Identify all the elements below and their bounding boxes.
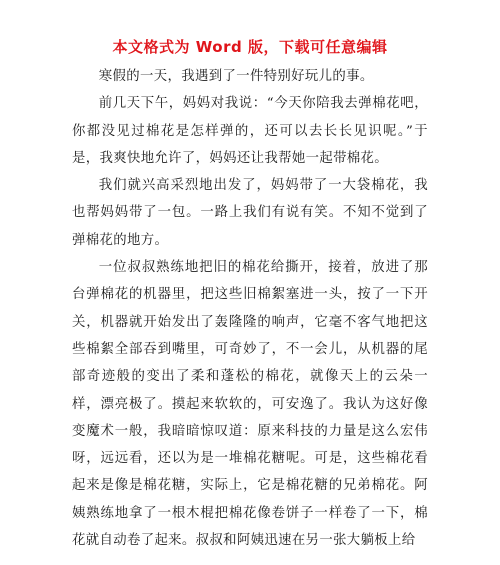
document-title: 本文格式为 Word 版，下载可任意编辑 bbox=[112, 38, 388, 56]
paragraph: 我们就兴高采烈地出发了，妈妈带了一大袋棉花，我也帮妈妈带了一包。一路上我们有说有笑。不知不觉到了弹棉花的地方。 bbox=[72, 178, 428, 248]
document-body bbox=[72, 63, 428, 554]
paragraph: 一位叔叔熟练地把旧的棉花给撕开，接着，放进了那台弹棉花的机器里，把这些旧棉絮塞进一头，按了一下开关，机器就开始发出了轰隆隆的响声，它毫不客气地把这些棉絮全部吞到嘴里，可奇妙了，不一会儿，从机器的尾部奇迹般的变出了柔和蓬松的棉花，就像天上的云朵一样，漂亮极了。摸起来软软的，可安逸了。我认为这好像变魔术一般，我暗暗惊叹道：原来科技的力量是这么宏伟呀，远远看，还以为是一堆棉花糖呢。可是，这些棉花看起来是像是棉花糖，实际上，它是棉花糖的兄弟棉花。阿姨熟练地拿了一根木棍把棉花像卷饼子一样卷了一下，棉花就自动卷了起来。叔叔和阿姨迅速在另一张大躺板上给 bbox=[72, 260, 428, 549]
paragraph: 前几天下午，妈妈对我说：“今天你陪我去弹棉花吧，你都没见过棉花是怎样弹的，还可以去长长见识呢。”于是，我爽快地允许了，妈妈还让我帮她一起带棉花。 bbox=[72, 96, 428, 166]
paragraph: 寒假的一天，我遇到了一件特别好玩儿的事。 bbox=[98, 69, 374, 84]
